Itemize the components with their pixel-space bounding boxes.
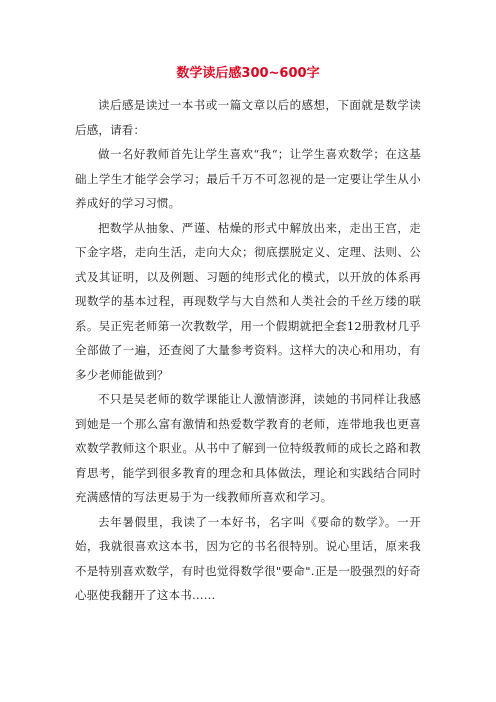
paragraph-2: 把数学从抽象、严谨、枯燥的形式中解放出来，走出王宫，走下金字塔，走向生活，走向大众；彻底摆脱定义、定理、法则、公式及其证明，以及例题、习题的纯形式化的模式，以开放的体系再现数学的基本过程，再现数学与大自然和人类社会的千丝万缕的联系。吴正宪老师第一次教数学，用一个假期就把全套12册教材几乎全部做了一遍，还查阅了大量参考资料。这样大的决心和用功，有多少老师能做到？ [75,220,421,382]
paragraph-intro: 读后感是读过一本书或一篇文章以后的感想，下面就是数学读后感，请看： [75,98,421,137]
article-body [75,93,421,608]
page-title: 数学读后感300~600字 [176,66,320,81]
paragraph-3: 不只是吴老师的数学课能让人激情澎湃，读她的书同样让我感到她是一个那么富有激情和热爱数学教育的老师，连带地我也更喜欢数学教师这个职业。从书中了解到一位特级教师的成长之路和教育思考，能学到很多教育的理念和具体做法，理论和实践结合同时充满感情的写法更易于为一线教师所喜欢和学习。 [75,392,421,504]
paragraph-4: 去年暑假里，我读了一本好书，名字叫《要命的数学》。一开始，我就很喜欢这本书，因为它的书名很特别。说心里话，原来我不是特别喜欢数学，有时也觉得数学很"要命".正是一股强烈的好奇心驱使我翻开了这本书…… [75,514,421,602]
paragraph-1: 做一名好教师首先让学生喜欢“我“；让学生喜欢数学；在这基础上学生才能学会学习；最后千万不可忽视的是一定要让学生从小养成好的学习习惯。 [75,147,421,210]
